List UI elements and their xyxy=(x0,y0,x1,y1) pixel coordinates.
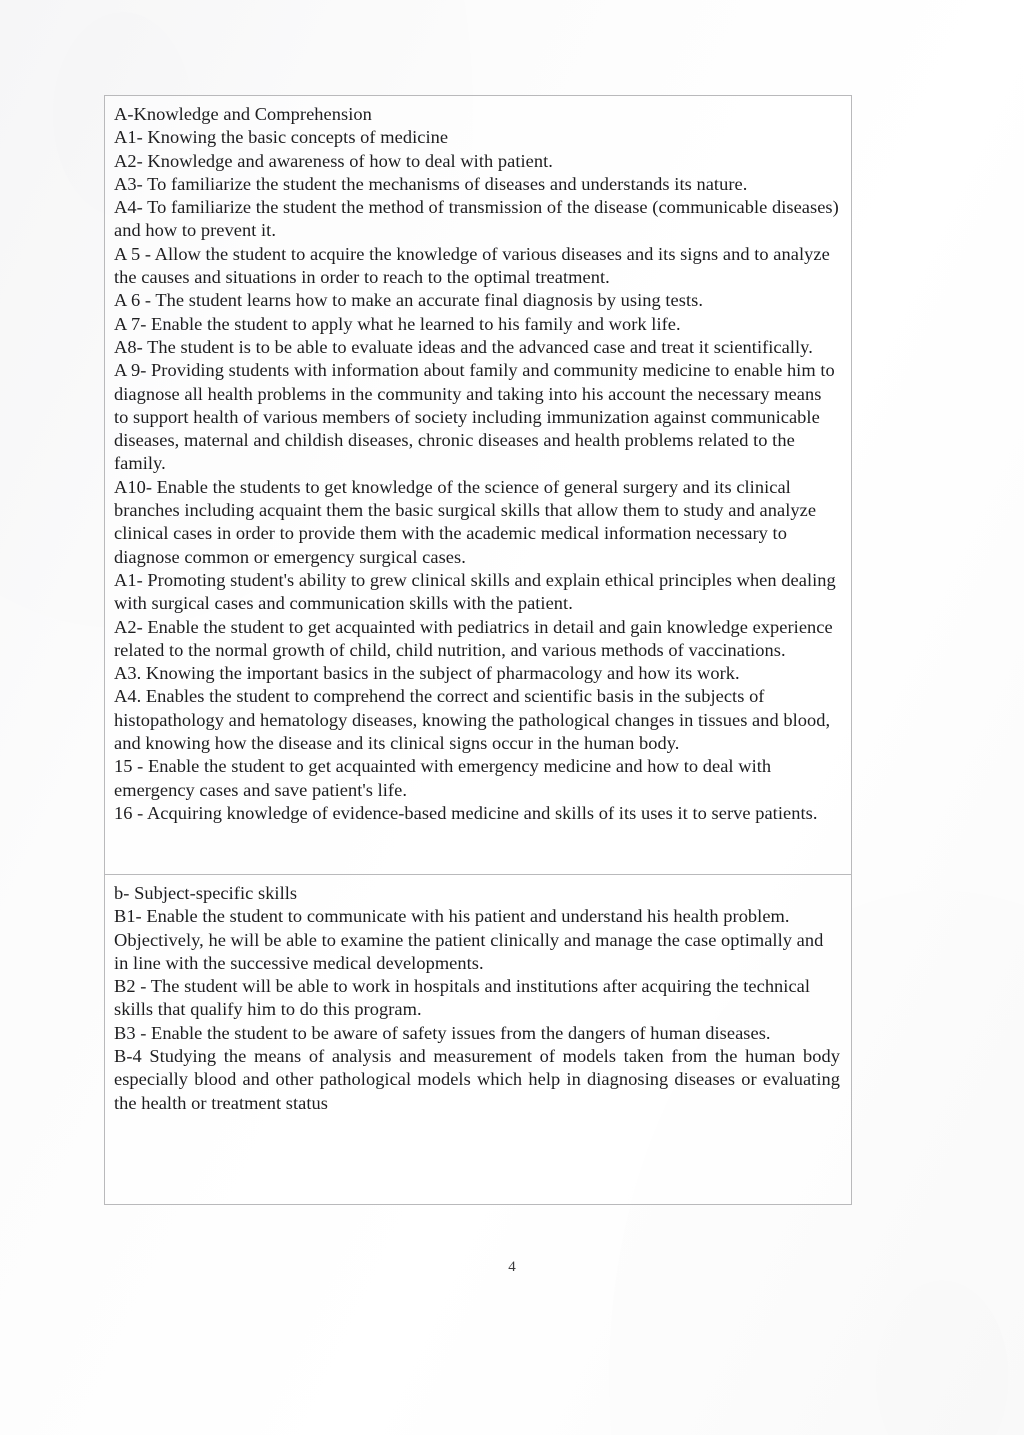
learning-outcomes-table xyxy=(104,95,852,1205)
outcome-item-15: 15 - Enable the student to get acquainted with emergency medicine and how to deal with emergency cases and save patient's life. xyxy=(114,756,772,800)
outcome-item-b1: B1- Enable the student to communicate with his patient and understand his health problem. Objectively, he will be able to examine the patient clinically and manage the case optimally and in line with the successive medical developments. xyxy=(114,906,824,973)
table-row-knowledge-and-comprehension xyxy=(105,96,851,874)
outcome-item-b4: B-4 Studying the means of analysis and measurement of models taken from the human body especially blood and other pathological models which help in diagnosing diseases or evaluating the health or treatment status xyxy=(114,1046,840,1113)
outcome-item-a3-second: A3. Knowing the important basics in the subject of pharmacology and how its work. xyxy=(114,663,740,684)
outcome-item-a2: A2- Knowledge and awareness of how to deal with patient. xyxy=(114,150,553,171)
outcome-item-a8: A8- The student is to be able to evaluate ideas and the advanced case and treat it scientifically. xyxy=(114,336,813,357)
outcome-item-a4-second: A4. Enables the student to comprehend the correct and scientific basis in the subjects of histopathology and hematology diseases, knowing the pathological changes in tissues and blood, and knowing how the disease and its clinical signs occur in the human body. xyxy=(114,686,831,754)
outcome-item-a1: A1- Knowing the basic concepts of medicine xyxy=(114,127,449,148)
outcome-item-a10: A10- Enable the students to get knowledge of the science of general surgery and its clinical branches including acquaint them the basic surgical skills that allow them to study and analyze clinical cases in order to provide them with the academic medical information necessary to diagnose common or emergency surgical cases. xyxy=(114,476,817,567)
page-number: 4 xyxy=(508,1259,516,1275)
outcome-item-a4: A4- To familiarize the student the method of transmission of the disease (communicable diseases) and how to prevent it. xyxy=(114,197,839,241)
outcome-item-b3: B3 - Enable the student to be aware of safety issues from the dangers of human diseases. xyxy=(114,1022,771,1043)
outcome-item-a6: A 6 - The student learns how to make an accurate final diagnosis by using tests. xyxy=(114,290,703,311)
outcome-item-a3: A3- To familiarize the student the mechanisms of diseases and understands its nature. xyxy=(114,173,748,194)
section-b-heading: b- Subject-specific skills xyxy=(114,883,298,903)
outcome-item-a1-second: A1- Promoting student's ability to grew clinical skills and explain ethical principles when dealing with surgical cases and communication skills with the patient. xyxy=(114,569,836,614)
section-a-heading: A-Knowledge and Comprehension xyxy=(114,104,372,124)
table-row-subject-specific-skills xyxy=(105,874,851,1204)
outcome-item-b2: B2 - The student will be able to work in hospitals and institutions after acquiring the technical skills that qualify him to do this program. xyxy=(114,976,811,1020)
outcome-item-a9: A 9- Providing students with information about family and community medicine to enable him to diagnose all health problems in the community and taking into his account the necessary means to support health of various members of society including immunization against communicable diseases, maternal and childish diseases, chronic diseases and health problems related to the family. xyxy=(114,360,835,474)
outcome-item-a7: A 7- Enable the student to apply what he learned to his family and work life. xyxy=(114,313,681,334)
outcome-item-a2-second: A2- Enable the student to get acquainted with pediatrics in detail and gain knowledge experience related to the normal growth of child, child nutrition, and various methods of vaccinations. xyxy=(114,616,833,660)
outcome-item-16: 16 - Acquiring knowledge of evidence-based medicine and skills of its uses it to serve patients. xyxy=(114,802,818,823)
outcome-item-a5: A 5 - Allow the student to acquire the knowledge of various diseases and its signs and to analyze the causes and situations in order to reach to the optimal treatment. xyxy=(114,243,830,288)
